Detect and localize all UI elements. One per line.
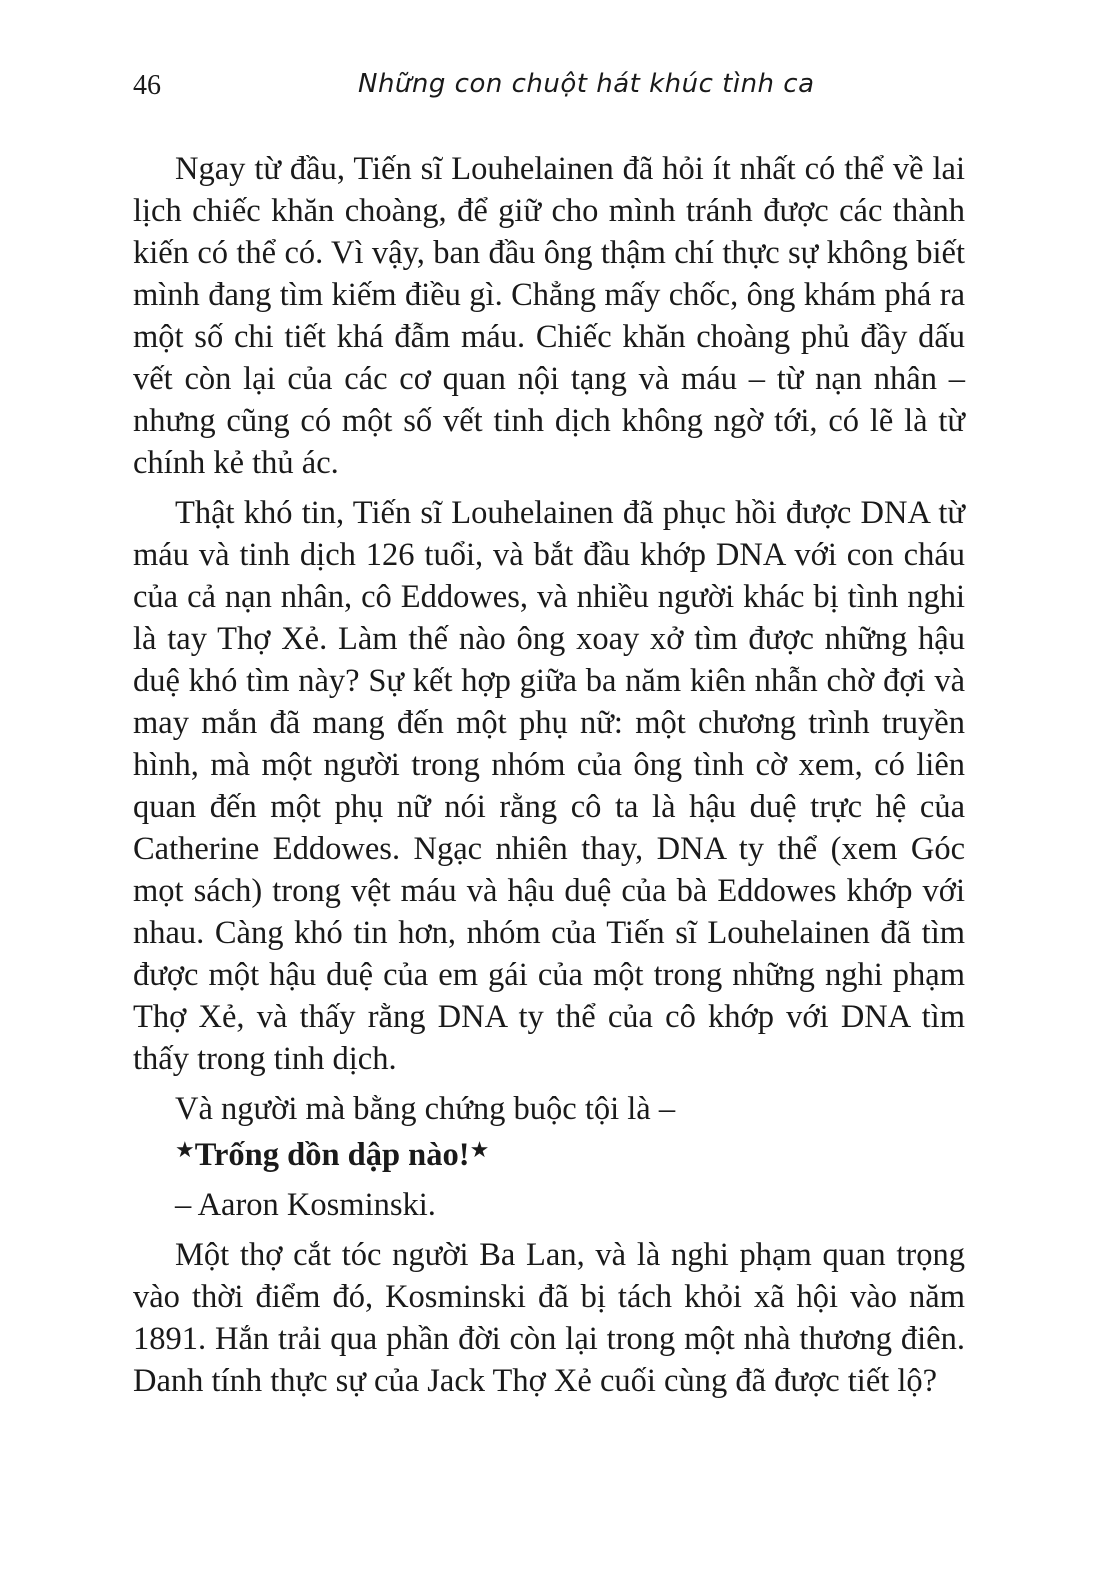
- paragraph-6: Một thợ cắt tóc người Ba Lan, và là nghi phạm quan trọng vào thời điểm đó, Kosminski đã bị tách khỏi xã hội vào năm 1891. Hắn trải qua phần đời còn lại trong một nhà thương điên. Danh tính thực sự của Jack Thợ Xẻ cuối cùng đã được tiết lộ?: [133, 1237, 965, 1399]
- paragraph-5: – Aaron Kosminski.: [175, 1187, 436, 1223]
- drumroll-text: Trống dồn dập nào!: [194, 1137, 470, 1173]
- paragraph-3: Và người mà bằng chứng buộc tội là –: [175, 1091, 676, 1127]
- paragraph-2: Thật khó tin, Tiến sĩ Louhelainen đã phục hồi được DNA từ máu và tinh dịch 126 tuổi, và bắt đầu khớp DNA với con cháu của cả nạn nhân, cô Eddowes, và nhiều người khác bị tình nghi là tay Thợ Xẻ. Làm thế nào ông xoay xở tìm được những hậu duệ khó tìm này? Sự kết hợp giữa ba năm kiên nhẫn chờ đợi và may mắn đã mang đến một phụ nữ: một chương trình truyền hình, mà một người trong nhóm của ông tình cờ xem, có liên quan đến một phụ nữ nói rằng cô ta là hậu duệ trực hệ của Catherine Eddowes. Ngạc nhiên thay, DNA ty thể (xem Góc mọt sách) trong vệt máu và hậu duệ của bà Eddowes khớp với nhau. Càng khó tin hơn, nhóm của Tiến sĩ Louhelainen đã tìm được một hậu duệ của em gái của một trong những nghi phạm Thợ Xẻ, và thấy rằng DNA ty thể của cô khớp với DNA tìm thấy trong tinh dịch.: [133, 495, 965, 1077]
- paragraph-4: [133, 1134, 965, 1180]
- star-icon: ★: [175, 1138, 195, 1163]
- star-icon: ★: [469, 1138, 490, 1163]
- body-text: [133, 148, 965, 1402]
- running-title: Những con chuột hát khúc tình ca: [358, 69, 815, 99]
- page-number: 46: [133, 70, 161, 101]
- paragraph-1: Ngay từ đầu, Tiến sĩ Louhelainen đã hỏi ít nhất có thể về lai lịch chiếc khăn choàng, để giữ cho mình tránh được các thành kiến có thể có. Vì vậy, ban đầu ông thậm chí thực sự không biết mình đang tìm kiếm điều gì. Chẳng mấy chốc, ông khám phá ra một số chi tiết khá đẫm máu. Chiếc khăn choàng phủ đầy dấu vết còn lại của các cơ quan nội tạng và máu – từ nạn nhân – nhưng cũng có một số vết tinh dịch không ngờ tới, có lẽ là từ chính kẻ thủ ác.: [133, 151, 965, 481]
